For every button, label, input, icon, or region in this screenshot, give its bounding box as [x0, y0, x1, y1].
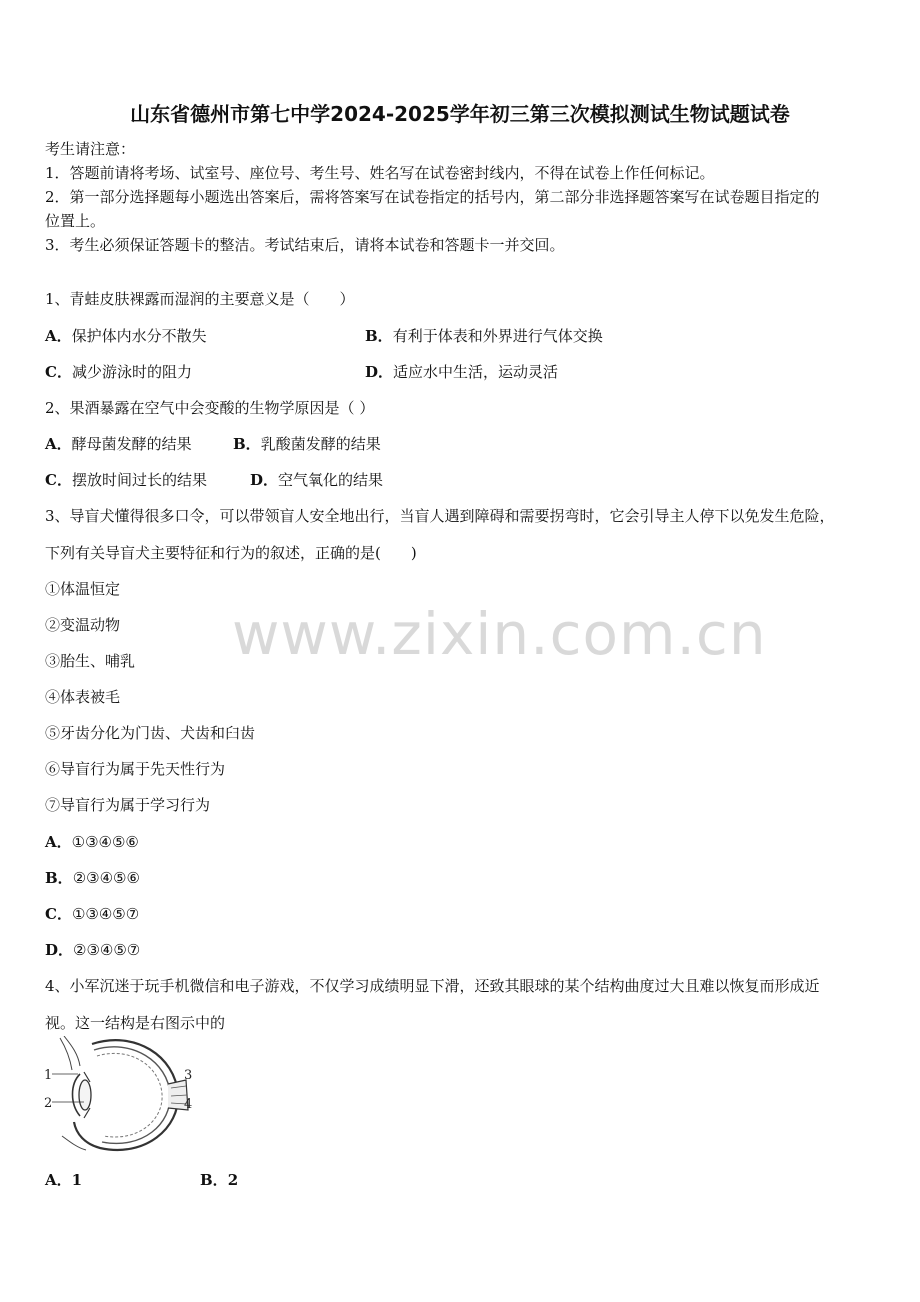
- option-letter: B．: [233, 435, 261, 453]
- option-letter: B．: [365, 327, 393, 345]
- q3-statement-6: ⑥导盲行为属于先天性行为: [45, 760, 226, 778]
- option-text: 空气氧化的结果: [278, 471, 384, 489]
- notice-heading: 考生请注意：: [45, 140, 136, 158]
- q3-option-c: [45, 904, 139, 924]
- page-title: 山东省德州市第七中学2024-2025学年初三第三次模拟测试生物试题试卷: [130, 102, 790, 126]
- option-letter: A．: [45, 1171, 72, 1189]
- option-letter: A．: [45, 833, 72, 851]
- option-text: 1: [71, 1171, 83, 1189]
- watermark: www.zixin.com.cn: [232, 600, 767, 668]
- option-letter: A．: [45, 327, 72, 345]
- eyelid-upper: [60, 1038, 72, 1070]
- option-text: 适应水中生活，运动灵活: [393, 363, 559, 381]
- q1-option-d: [365, 362, 558, 382]
- q2-option-a: [45, 434, 192, 454]
- eye-label-1: 1: [44, 1068, 53, 1083]
- option-letter: D．: [365, 363, 394, 381]
- option-text: 保护体内水分不散失: [71, 327, 207, 345]
- eyeball-diagram: [40, 1036, 200, 1160]
- question-3-stem-line1: 3、导盲犬懂得很多口令，可以带领盲人安全地出行，当盲人遇到障碍和需要拐弯时，它会引导主人停下以免发生危险，: [45, 507, 835, 525]
- q2-option-c: [45, 470, 207, 490]
- q4-option-a: [45, 1170, 82, 1190]
- option-text: ①③④⑤⑥: [71, 833, 139, 851]
- option-text: ②③④⑤⑥: [72, 869, 140, 887]
- eye-label-2: 2: [44, 1096, 53, 1111]
- question-1-stem: 1、青蛙皮肤裸露而湿润的主要意义是（ ）: [45, 290, 355, 308]
- question-2-stem: 2、果酒暴露在空气中会变酸的生物学原因是（ ）: [45, 399, 375, 417]
- q1-option-b: [365, 326, 603, 346]
- option-text: 减少游泳时的阻力: [71, 363, 192, 381]
- option-letter: B．: [45, 869, 73, 887]
- question-3-stem-line2: 下列有关导盲犬主要特征和行为的叙述，正确的是( ): [45, 544, 417, 562]
- notice-item-2-cont: 位置上。: [45, 212, 106, 230]
- notice-item-2: 2．第一部分选择题每小题选出答案后，需将答案写在试卷指定的括号内，第二部分非选择题答案写在试卷题目指定的: [45, 188, 820, 206]
- notice-item-1: 1．答题前请将考场、试室号、座位号、考生号、姓名写在试卷密封线内，不得在试卷上作任何标记。: [45, 164, 715, 182]
- question-4-stem-line1: 4、小军沉迷于玩手机微信和电子游戏，不仅学习成绩明显下滑，还致其眼球的某个结构曲度过大且难以恢复而形成近: [45, 977, 820, 995]
- choroid-outline: [94, 1047, 170, 1144]
- q3-statement-3: ③胎生、哺乳: [45, 652, 136, 670]
- q3-option-b: [45, 868, 140, 888]
- question-4-stem-line2: 视。这一结构是右图示中的: [45, 1014, 226, 1032]
- option-letter: C．: [45, 905, 72, 923]
- q3-option-a: [45, 832, 139, 852]
- q3-statement-2: ②变温动物: [45, 616, 121, 634]
- q2-option-d: [250, 470, 383, 490]
- notice-item-3: 3．考生必须保证答题卡的整洁。考试结束后，请将本试卷和答题卡一并交回。: [45, 236, 565, 254]
- q3-option-d: [45, 940, 140, 960]
- option-letter: C．: [45, 363, 72, 381]
- q3-statement-1: ①体温恒定: [45, 580, 121, 598]
- eye-label-3: 3: [184, 1068, 193, 1083]
- option-letter: D．: [45, 941, 74, 959]
- option-text: 乳酸菌发酵的结果: [260, 435, 381, 453]
- option-text: 有利于体表和外界进行气体交换: [392, 327, 603, 345]
- q2-option-b: [233, 434, 381, 454]
- option-letter: D．: [250, 471, 279, 489]
- q3-statement-7: ⑦导盲行为属于学习行为: [45, 796, 211, 814]
- option-text: 2: [227, 1171, 239, 1189]
- q3-statement-5: ⑤牙齿分化为门齿、犬齿和臼齿: [45, 724, 256, 742]
- option-text: ①③④⑤⑦: [71, 905, 140, 923]
- q4-option-b: [200, 1170, 238, 1190]
- q1-option-c: [45, 362, 192, 382]
- option-text: ②③④⑤⑦: [73, 941, 141, 959]
- q1-option-a: [45, 326, 207, 346]
- retina-outline: [97, 1053, 162, 1137]
- eyeball-figure: [40, 1036, 200, 1156]
- option-letter: C．: [45, 471, 72, 489]
- option-text: 摆放时间过长的结果: [71, 471, 207, 489]
- option-letter: A．: [45, 435, 72, 453]
- option-text: 酵母菌发酵的结果: [71, 435, 192, 453]
- option-letter: B．: [200, 1171, 228, 1189]
- eye-label-4: 4: [184, 1097, 193, 1112]
- q3-statement-4: ④体表被毛: [45, 688, 121, 706]
- lens: [79, 1080, 91, 1110]
